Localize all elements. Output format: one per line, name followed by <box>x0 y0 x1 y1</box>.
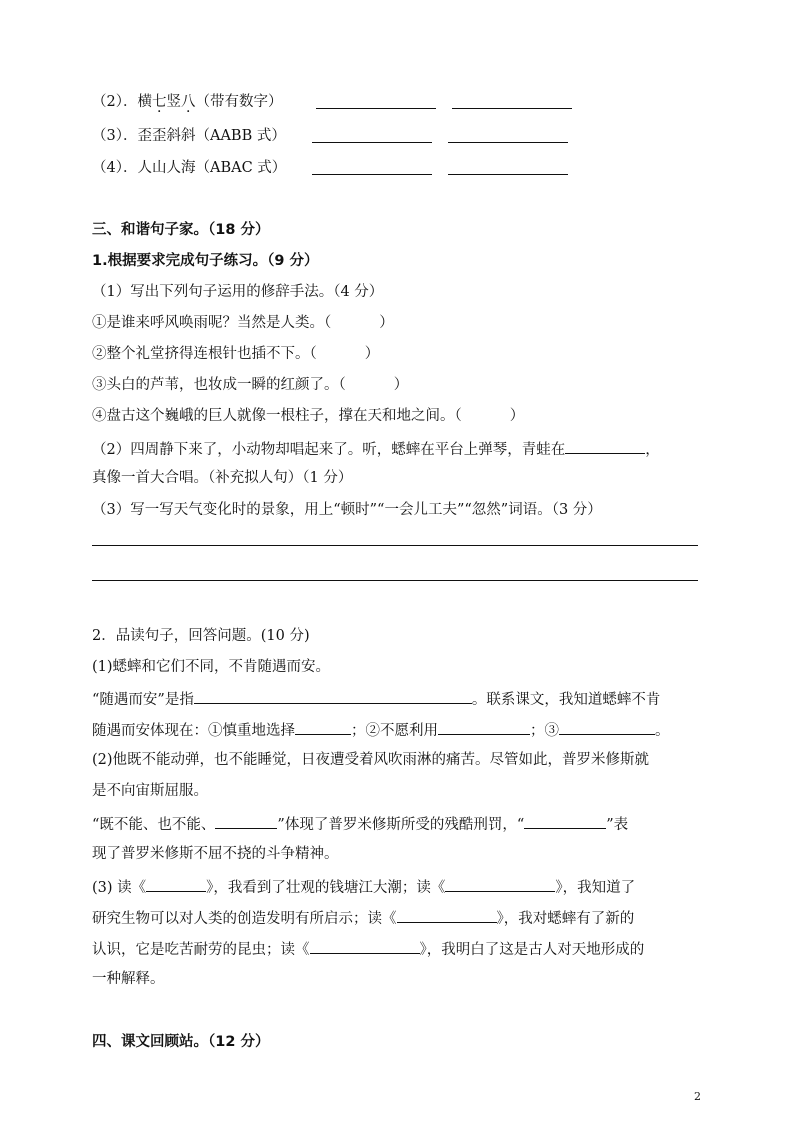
idiom-2-suffix: （带有数字） <box>195 94 283 110</box>
writing-line-2[interactable] <box>92 580 698 581</box>
part-2-q1: (1)蟋蟀和它们不同，不肯随遇而安。 <box>92 659 331 675</box>
q1-choice-text: 随遇而安体现在：①慎重地选择 <box>92 723 295 739</box>
section-4-title: 四、课文回顾站。（12 分） <box>92 1034 270 1050</box>
writing-line-1[interactable] <box>92 545 698 546</box>
part-2-q3-line-a <box>92 876 635 898</box>
q1-choice-text-2: ；②不愿利用 <box>351 723 438 739</box>
sentence-1-text: ①是谁来呼风唤雨呢？当然是人类。（ <box>92 315 332 331</box>
q3-text-2: 》，我看到了壮观的钱塘江大潮；读《 <box>206 880 446 896</box>
part-2-q2-line-d: 现了普罗米修斯不屈不挠的斗争精神。 <box>92 846 339 862</box>
idiom-question-4: （4）．人山人海（ABAC 式） <box>92 160 287 176</box>
part-2-q2-cont: 是不向宙斯屈服。 <box>92 783 208 799</box>
answer-blank-2a[interactable] <box>316 108 436 109</box>
idiom-2-char-seven: 七 <box>151 94 167 110</box>
close-paren: ） <box>364 346 380 362</box>
answer-blank-3a[interactable] <box>312 142 432 143</box>
q3-text-4: 研究生物可以对人类的创造发明有所启示；读《 <box>92 911 397 927</box>
answer-blank-4a[interactable] <box>312 174 432 175</box>
q3-text-3: 》，我知道了 <box>555 880 636 896</box>
q1-meaning-text: “随遇而安”是指 <box>92 692 194 708</box>
part-1-title: 1.根据要求完成句子练习。（9 分） <box>92 253 319 269</box>
q1-choice-text-3: ；③ <box>530 723 559 739</box>
period: 。 <box>655 723 670 739</box>
part-1-sub-2 <box>92 438 660 460</box>
close-paren: ） <box>379 315 394 331</box>
close-paren: ） <box>393 377 409 393</box>
part-2-title: 2．品读句子，回答问题。(10 分) <box>92 628 310 644</box>
punishment-blank[interactable] <box>215 813 277 829</box>
part-1-sub-3: （3）写一写天气变化时的景象，用上“顿时”“一会儿工夫”“忽然”词语。（3 分） <box>92 502 602 518</box>
part-2-q1-line-b <box>92 719 670 741</box>
book-blank-2[interactable] <box>445 876 555 892</box>
answer-blank-3b[interactable] <box>448 142 568 143</box>
choice-blank-2[interactable] <box>438 719 530 735</box>
choice-blank-3[interactable] <box>559 719 655 735</box>
idiom-2-char-shu: 竖 <box>166 94 181 110</box>
idiom-question-3: （3）．歪歪斜斜（AABB 式） <box>92 128 286 144</box>
close-paren: ） <box>509 408 525 424</box>
q3-text-6: 认识，它是吃苦耐劳的昆虫；读《 <box>92 942 310 958</box>
q2-quote-start: “既不能、也不能、 <box>92 817 216 833</box>
part-2-q1-line-a <box>92 688 660 710</box>
sentence-2-text: ②整个礼堂挤得连根针也插不下。（ <box>92 346 317 362</box>
book-blank-4[interactable] <box>310 938 420 954</box>
sentence-3-text: ③头白的芦苇，也妆成一瞬的红颜了。（ <box>92 377 346 393</box>
q2-quote-mid: ”体现了普罗米修斯所受的残酷刑罚，“ <box>277 817 525 833</box>
idiom-2-char-eight: 八 <box>180 94 196 110</box>
q3-text-7: 》，我明白了这是古人对天地形成的 <box>419 942 645 958</box>
rhetoric-sentence-1 <box>92 313 394 333</box>
part-2-q3-line-b <box>92 907 634 929</box>
section-3-title: 三、和谐句子家。（18 分） <box>92 222 270 238</box>
idiom-2-prefix: （2）．横 <box>92 94 152 110</box>
q3-text-5: 》，我对蟋蟀有了新的 <box>496 911 635 927</box>
book-blank-3[interactable] <box>397 907 497 923</box>
answer-blank-4b[interactable] <box>448 174 568 175</box>
sentence-4-text: ④盘古这个巍峨的巨人就像一根柱子，撑在天和地之间。（ <box>92 408 462 424</box>
rhetoric-sentence-4 <box>92 406 524 426</box>
part-1-sub-2-cont: 真像一首大合唱。（补充拟人句）（1 分） <box>92 470 353 486</box>
idiom-question-2 <box>92 92 282 112</box>
q2-quote-end: ”表 <box>606 817 629 833</box>
q3-text-1: (3) 读《 <box>92 880 147 896</box>
meaning-blank[interactable] <box>194 688 472 704</box>
answer-blank-2b[interactable] <box>452 108 572 109</box>
book-blank-1[interactable] <box>146 876 206 892</box>
part-2-q3-line-d: 一种解释。 <box>92 971 165 987</box>
rhetoric-sentence-3 <box>92 375 408 395</box>
part-2-q2-line-c <box>92 813 628 835</box>
part-2-q2: (2)他既不能动弹，也不能睡觉，日夜遭受着风吹雨淋的痛苦。尽管如此，普罗米修斯就 <box>92 752 650 768</box>
page-number: 2 <box>694 1090 701 1103</box>
spirit-blank[interactable] <box>524 813 606 829</box>
personification-text: （2）四周静下来了，小动物却唱起来了。听，蟋蟀在平台上弹琴，青蛙在 <box>92 442 566 458</box>
rhetoric-sentence-2 <box>92 344 379 364</box>
comma: ， <box>645 442 660 458</box>
part-1-sub-1: （1）写出下列句子运用的修辞手法。（4 分） <box>92 284 384 300</box>
choice-blank-1[interactable] <box>295 719 351 735</box>
personification-blank[interactable] <box>565 438 645 454</box>
q1-meaning-tail: 。联系课文，我知道蟋蟀不肯 <box>471 692 661 708</box>
part-2-q3-line-c <box>92 938 644 960</box>
